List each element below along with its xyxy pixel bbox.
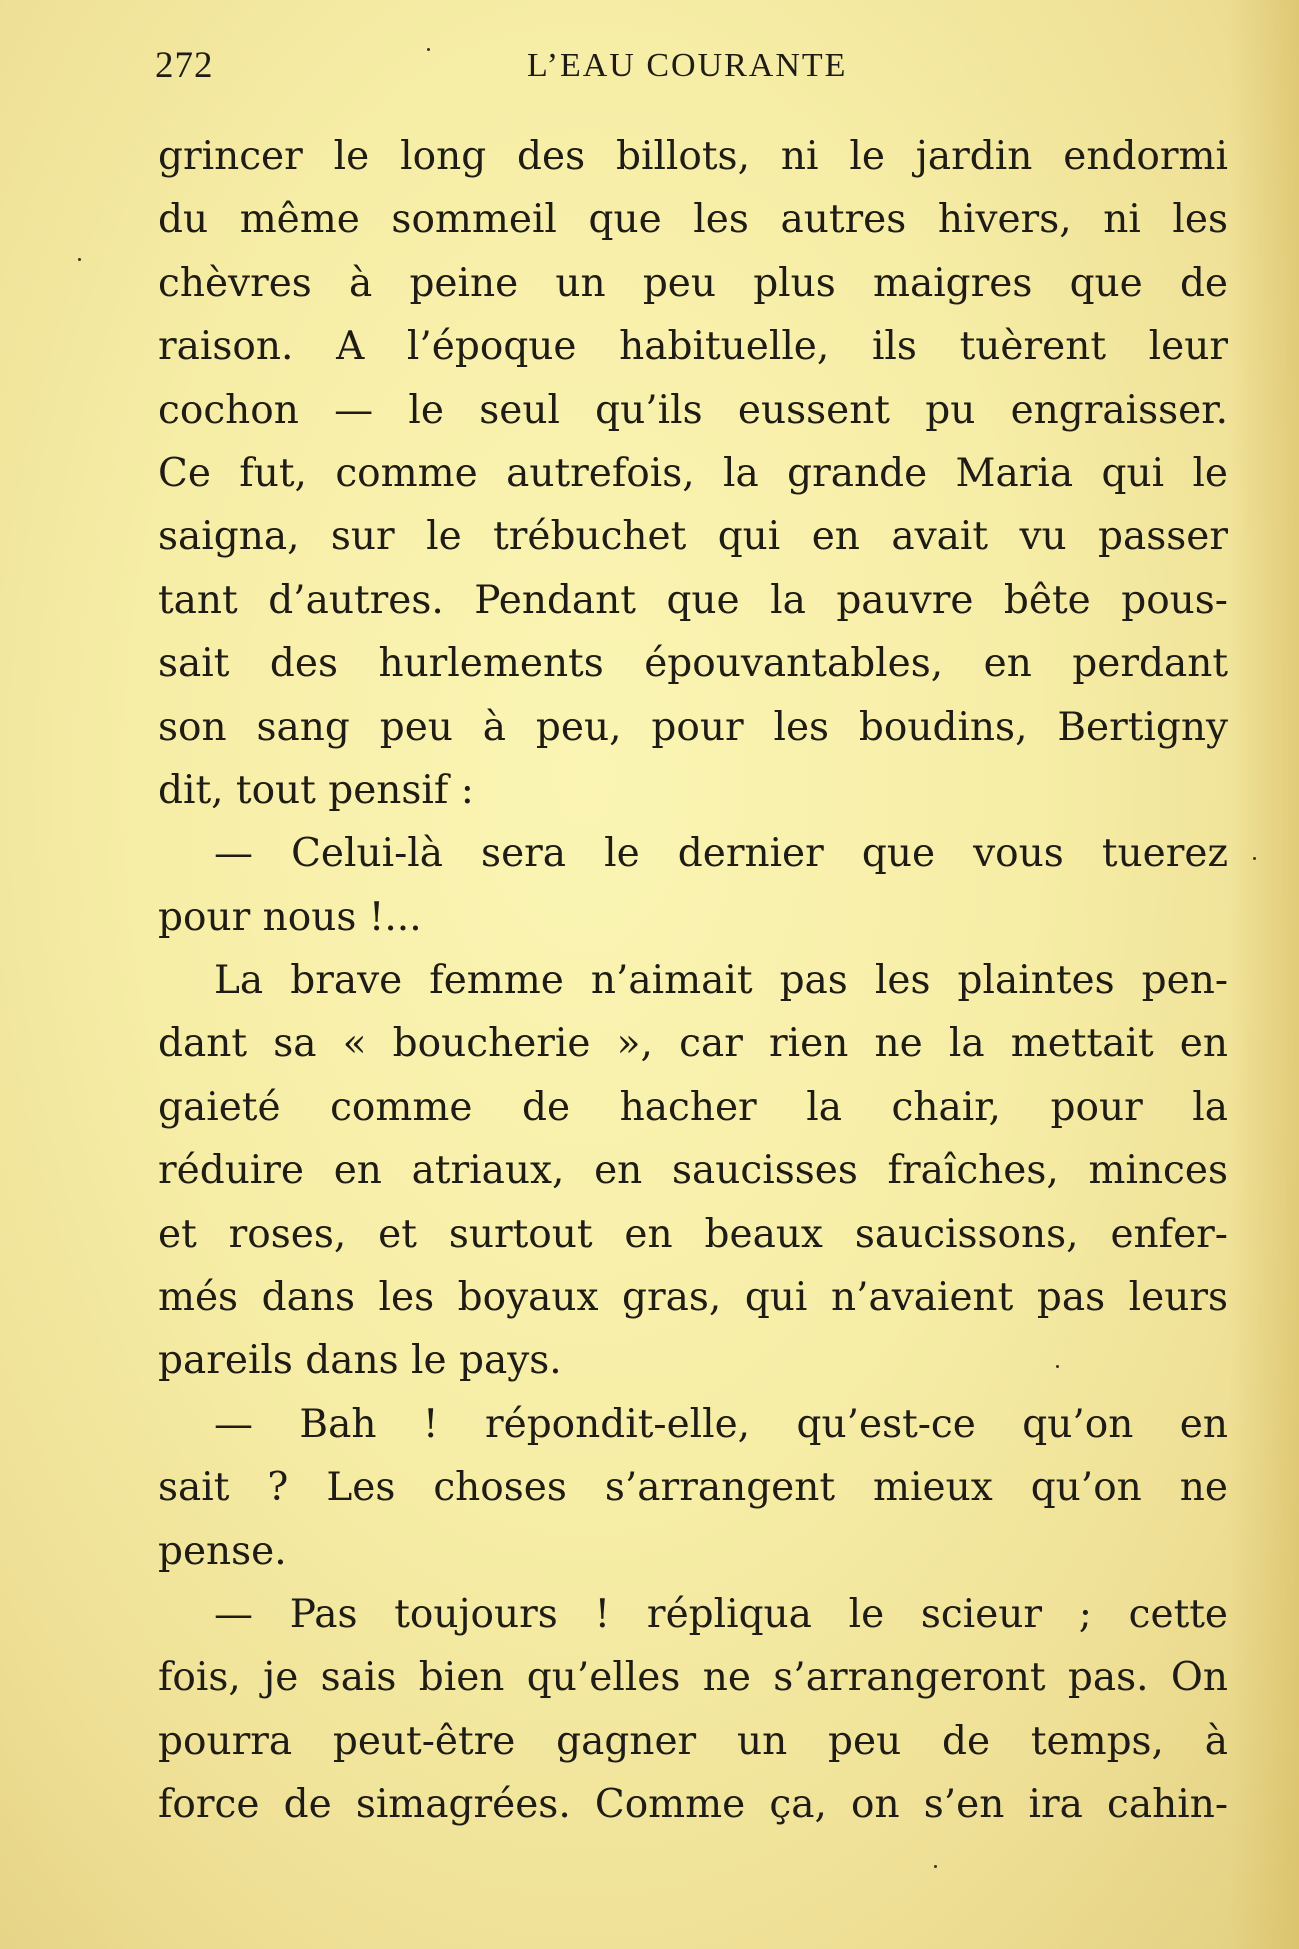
text-line: pareils dans le pays. <box>158 1338 562 1384</box>
paper-speck <box>1253 857 1256 860</box>
running-title: L’EAU COURANTE <box>527 47 848 84</box>
paper-speck <box>934 1865 937 1868</box>
text-line: saigna, sur le trébuchet qui en avait vu passer <box>158 514 1228 560</box>
text-line: tant d’autres. Pendant que la pauvre bête pous- <box>158 577 1228 623</box>
text-line: chèvres à peine un peu plus maigres que de <box>158 260 1228 306</box>
page-edge-shading <box>1229 0 1299 1949</box>
text-line: force de simagrées. Comme ça, on s’en ira cahin- <box>158 1782 1228 1828</box>
text-line: réduire en atriaux, en saucisses fraîches, minces <box>158 1148 1228 1194</box>
body-text <box>158 125 1228 1837</box>
paper-speck <box>1056 1365 1059 1368</box>
text-line: pour nous !... <box>158 894 422 940</box>
running-header <box>155 44 895 94</box>
page-number: 272 <box>155 45 214 86</box>
text-line: du même sommeil que les autres hivers, ni les <box>158 197 1228 243</box>
text-line: La brave femme n’aimait pas les plaintes pen- <box>214 958 1228 1004</box>
paper-speck <box>427 48 430 51</box>
text-line: gaieté comme de hacher la chair, pour la <box>158 1084 1228 1130</box>
text-line: sait ? Les choses s’arrangent mieux qu’on ne <box>158 1465 1228 1511</box>
text-line: son sang peu à peu, pour les boudins, Bertigny <box>158 704 1228 750</box>
text-line: grincer le long des billots, ni le jardin endormi <box>158 134 1228 179</box>
paper-speck <box>78 258 81 261</box>
text-line: et roses, et surtout en beaux saucissons, enfer- <box>158 1211 1228 1257</box>
text-line: sait des hurlements épouvantables, en perdant <box>158 641 1228 687</box>
text-line: fois, je sais bien qu’elles ne s’arrangeront pas. On <box>158 1655 1228 1701</box>
text-line: cochon — le seul qu’ils eussent pu engraisser. <box>158 387 1228 433</box>
text-line: pourra peut-être gagner un peu de temps, à <box>158 1718 1228 1764</box>
text-line: dant sa « boucherie », car rien ne la mettait en <box>158 1021 1228 1067</box>
text-line: — Bah ! répondit-elle, qu’est-ce qu’on en <box>214 1401 1228 1447</box>
text-line: pense. <box>158 1528 287 1574</box>
text-line: dit, tout pensif : <box>158 767 474 813</box>
text-line: — Celui-là sera le dernier que vous tuerez <box>214 831 1228 877</box>
text-line: Ce fut, comme autrefois, la grande Maria qui le <box>158 450 1228 496</box>
text-line: raison. A l’époque habituelle, ils tuèrent leur <box>158 324 1228 370</box>
text-line: més dans les boyaux gras, qui n’avaient pas leurs <box>158 1275 1228 1321</box>
text-line: — Pas toujours ! répliqua le scieur ; cette <box>214 1591 1228 1637</box>
